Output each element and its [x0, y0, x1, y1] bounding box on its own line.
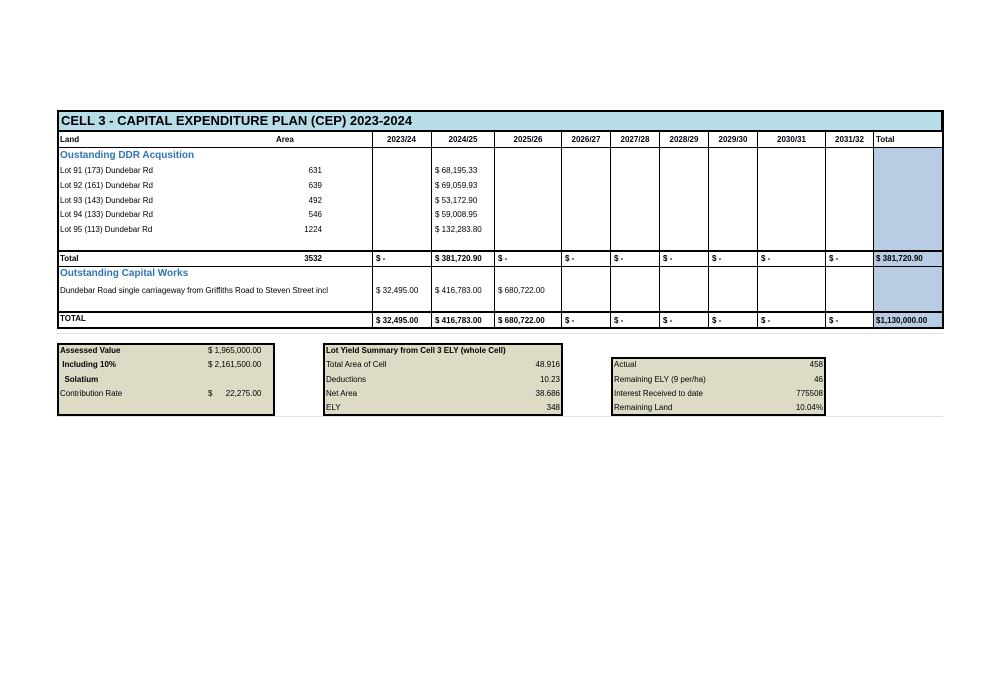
column-line — [708, 132, 709, 328]
column-line — [757, 132, 758, 328]
actual-value: 46 — [814, 375, 823, 384]
lot-yield-label: Deductions — [326, 375, 367, 384]
table-row-area: 1224 — [304, 225, 322, 234]
grand-total-value: $ - — [829, 316, 839, 325]
header-year: 2030/31 — [777, 135, 806, 144]
table-border — [57, 110, 59, 329]
actual-label: Remaining ELY (9 per/ha) — [614, 375, 706, 384]
header-year: 2025/26 — [513, 135, 543, 144]
total-row-value: $ - — [712, 254, 722, 263]
grand-total-value: $ - — [712, 316, 722, 325]
table-row-land: Lot 92 (161) Dundebar Rd — [60, 181, 153, 190]
assessed-value: $ 22,275.00 — [208, 389, 262, 398]
lot-yield-value: 348 — [546, 403, 560, 412]
table-border — [57, 147, 944, 148]
works-row-value: $ 416,783.00 — [435, 286, 482, 295]
table-border — [57, 250, 944, 252]
header-total: Total — [876, 135, 895, 144]
total-row-value: $ 381,720.90 — [435, 254, 482, 263]
total-row-grand: $ 381,720.90 — [876, 254, 923, 263]
lot-yield-label: ELY — [326, 403, 341, 412]
actual-value: 775508 — [796, 389, 823, 398]
header-year: 2026/27 — [571, 135, 601, 144]
actual-label: Actual — [614, 360, 637, 369]
column-line — [372, 132, 373, 328]
table-border — [942, 110, 944, 329]
total-row-value: $ - — [761, 254, 771, 263]
section-heading-ddr: Oustanding DDR Acqusition — [60, 150, 195, 161]
lot-yield-value: 10.23 — [539, 375, 560, 384]
assessed-value: $ 2,161,500.00 — [208, 360, 262, 369]
table-row-value: $ 132,283.80 — [435, 225, 482, 234]
table-row-value: $ 59,008.95 — [435, 210, 478, 219]
total-row-value: $ - — [376, 254, 386, 263]
assessed-label: Including 10% — [60, 360, 117, 369]
actual-value: 10.04% — [795, 403, 823, 412]
table-row-value: $ 68,195.33 — [435, 166, 478, 175]
assessed-label: Assessed Value — [60, 346, 121, 355]
total-row-value: $ - — [565, 254, 575, 263]
lot-yield-heading: Lot Yield Summary from Cell 3 ELY (whole Cell) — [326, 346, 506, 355]
header-area: Area — [276, 135, 294, 144]
table-row-land: Lot 94 (133) Dundebar Rd — [60, 210, 153, 219]
table-border — [57, 266, 944, 267]
assessed-label: Contribution Rate — [60, 389, 123, 398]
lot-yield-value: 38.686 — [535, 389, 560, 398]
header-year: 2029/30 — [718, 135, 748, 144]
lot-yield-value: 48.916 — [535, 360, 560, 369]
total-row-area: 3532 — [304, 254, 322, 263]
total-row-label: Total — [60, 254, 79, 263]
table-row-area: 546 — [308, 210, 322, 219]
works-row-desc: Dundebar Road single carriageway from Griffiths Road to Steven Street incl — [60, 286, 328, 295]
column-line — [825, 132, 826, 328]
actual-label: Interest Received to date — [614, 389, 703, 398]
column-line — [431, 132, 432, 328]
total-row-value: $ - — [829, 254, 839, 263]
table-row-land: Lot 95 (113) Dundebar Rd — [60, 225, 153, 234]
works-row-value: $ 32,495.00 — [376, 286, 419, 295]
section-heading-works: Outstanding Capital Works — [60, 268, 189, 279]
grand-total-value: $ 680,722.00 — [498, 316, 545, 325]
column-line — [873, 132, 874, 328]
table-border — [57, 311, 944, 313]
grand-total-value: $ - — [565, 316, 575, 325]
table-row-land: Lot 91 (173) Dundebar Rd — [60, 166, 153, 175]
actual-value: 458 — [809, 360, 823, 369]
table-row-value: $ 53,172.90 — [435, 196, 478, 205]
header-year: 2028/29 — [669, 135, 699, 144]
total-row-value: $ - — [498, 254, 508, 263]
total-column-shading — [873, 147, 943, 328]
column-line — [610, 132, 611, 328]
total-row-value: $ - — [663, 254, 673, 263]
table-row-area: 492 — [308, 196, 322, 205]
grand-total-value: $ 32,495.00 — [376, 316, 419, 325]
actual-label: Remaining Land — [614, 403, 673, 412]
column-line — [659, 132, 660, 328]
table-row-area: 631 — [308, 166, 322, 175]
header-year: 2024/25 — [448, 135, 478, 144]
table-row-area: 639 — [308, 181, 322, 190]
grid-line — [57, 333, 943, 334]
total-row-value: $ - — [614, 254, 624, 263]
header-year: 2027/28 — [620, 135, 650, 144]
column-line — [561, 132, 562, 328]
table-row-land: Lot 93 (143) Dundebar Rd — [60, 196, 153, 205]
header-year: 2031/32 — [835, 135, 864, 144]
grand-total-value: $ - — [761, 316, 771, 325]
page-title: CELL 3 - CAPITAL EXPENDITURE PLAN (CEP) 2023-2024 — [61, 113, 413, 128]
grand-total-value: $ 416,783.00 — [435, 316, 482, 325]
lot-yield-label: Total Area of Cell — [326, 360, 387, 369]
table-row-value: $ 69,059.93 — [435, 181, 478, 190]
column-line — [494, 132, 495, 328]
header-year: 2023/24 — [387, 135, 416, 144]
header-land: Land — [60, 135, 80, 144]
table-border — [57, 327, 944, 329]
lot-yield-label: Net Area — [326, 389, 358, 398]
assessed-value: $ 1,965,000.00 — [208, 346, 262, 355]
grid-line — [57, 416, 943, 417]
grand-total-grand: $1,130,000.00 — [876, 316, 928, 325]
works-row-value: $ 680,722.00 — [498, 286, 545, 295]
assessed-label: Solatium — [60, 375, 99, 384]
grand-total-label: TOTAL — [60, 314, 86, 323]
grand-total-value: $ - — [614, 316, 624, 325]
grand-total-value: $ - — [663, 316, 673, 325]
